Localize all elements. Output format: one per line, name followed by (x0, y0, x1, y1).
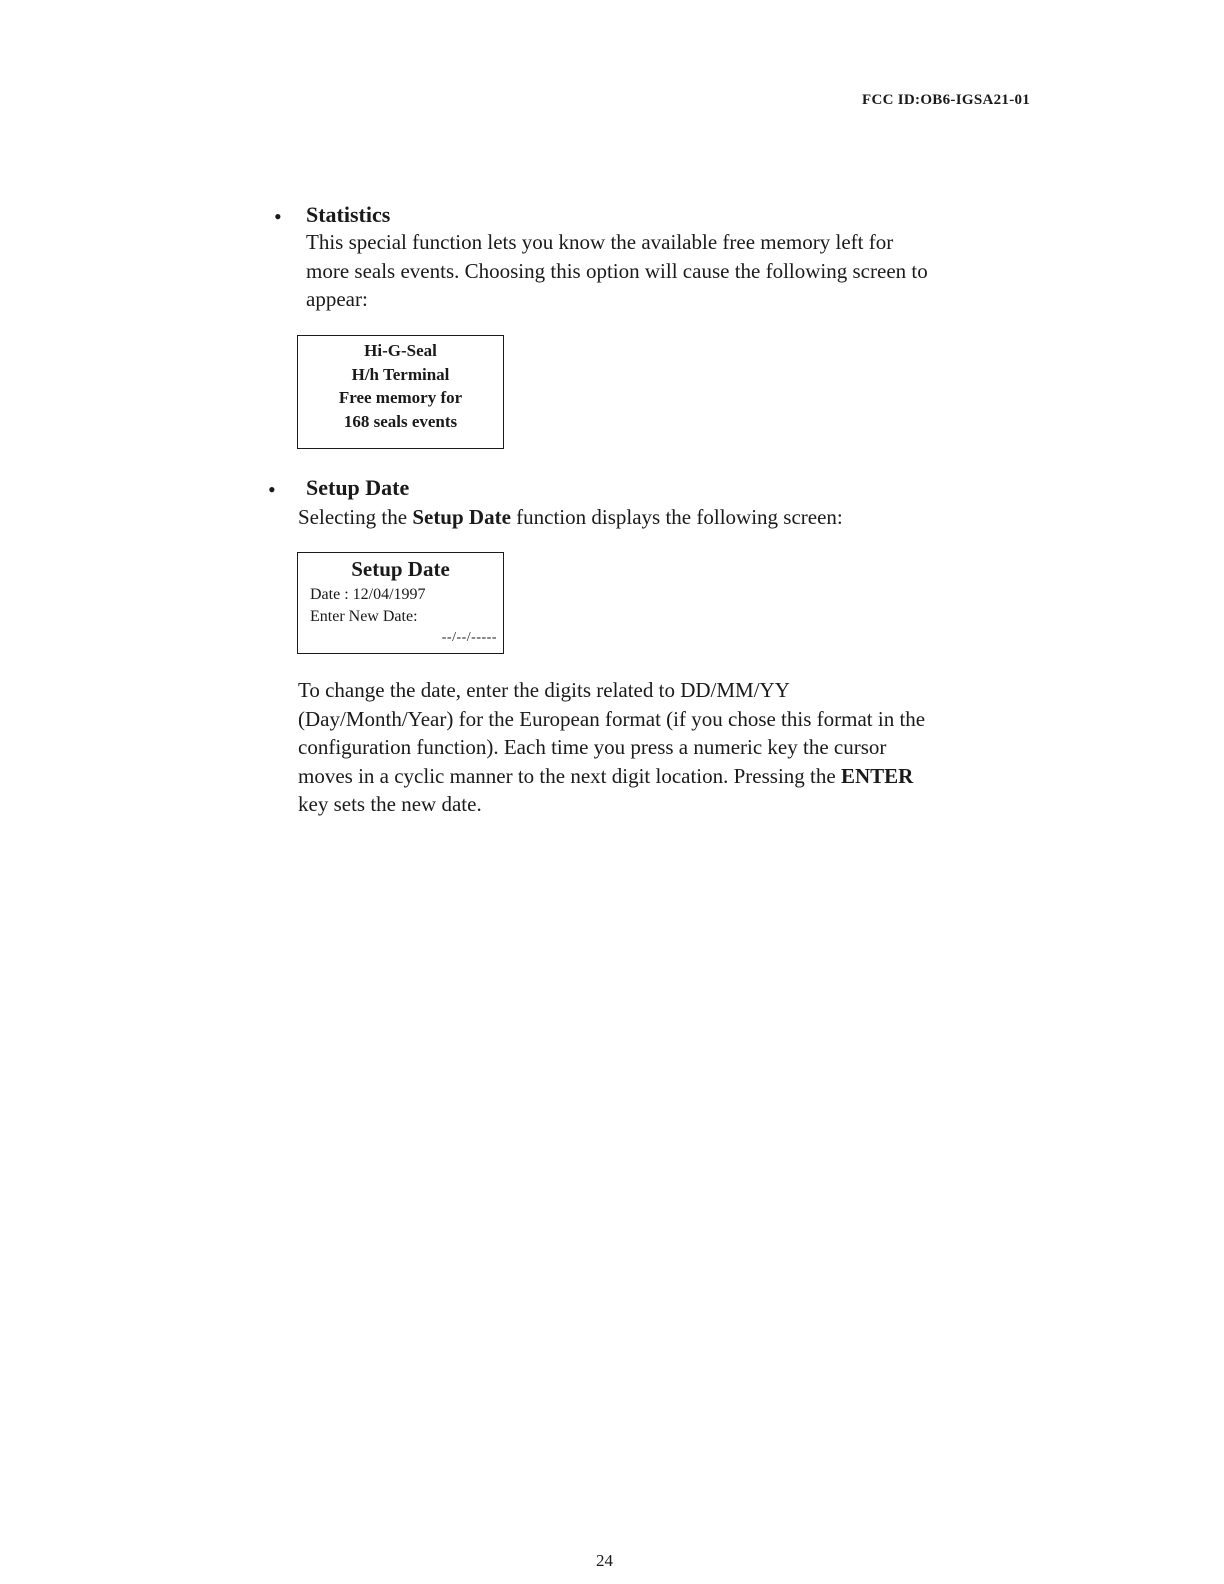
paragraph-line: This special function lets you know the available free memory left for (306, 230, 894, 254)
instruction-line: To change the date, enter the digits related to DD/MM/YY (298, 678, 790, 702)
instruction-line: key sets the new date. (298, 792, 482, 816)
screen-new-date-prompt: Enter New Date: (310, 608, 418, 625)
screen-line-events: 168 seals events (343, 411, 458, 431)
setup-date-instructions (298, 676, 925, 819)
statistics-heading: Statistics (306, 202, 391, 227)
instruction-line: configuration function). Each time you press a numeric key the cursor (298, 735, 887, 759)
fcc-id-header: FCC ID:OB6-IGSA21-01 (862, 92, 1031, 108)
setup-date-bullet: • (268, 477, 276, 502)
instruction-line: (Day/Month/Year) for the European format (if you chose this format in the (298, 706, 926, 731)
enter-key-label: ENTER (840, 763, 914, 788)
paragraph-line: more seals events. Choosing this option will cause the following screen to (306, 258, 928, 283)
screen-line-device: Hi-G-Seal (364, 341, 437, 360)
page-number: 24 (596, 1551, 613, 1570)
statistics-screen-display (297, 335, 504, 449)
setup-date-heading: Setup Date (306, 475, 410, 500)
instruction-line (298, 762, 925, 791)
statistics-bullet: • (274, 204, 282, 229)
screen-line-memory: Free memory for (338, 388, 463, 407)
screen-current-date: Date : 12/04/1997 (310, 586, 426, 603)
paragraph-line: appear: (306, 287, 368, 311)
intro-text-before: Selecting the (298, 505, 413, 529)
screen-line-terminal: H/h Terminal (351, 364, 450, 384)
setup-date-intro (298, 503, 843, 532)
setup-date-screen-display (297, 552, 504, 654)
screen-title: Setup Date (351, 557, 450, 581)
intro-text-bold: Setup Date (412, 505, 511, 529)
statistics-paragraph (306, 228, 928, 314)
intro-text-after: function displays the following screen: (510, 505, 843, 529)
instruction-text: moves in a cyclic manner to the next digit location. Pressing the (298, 763, 841, 788)
screen-date-input-mask: --/--/----- (441, 630, 497, 645)
